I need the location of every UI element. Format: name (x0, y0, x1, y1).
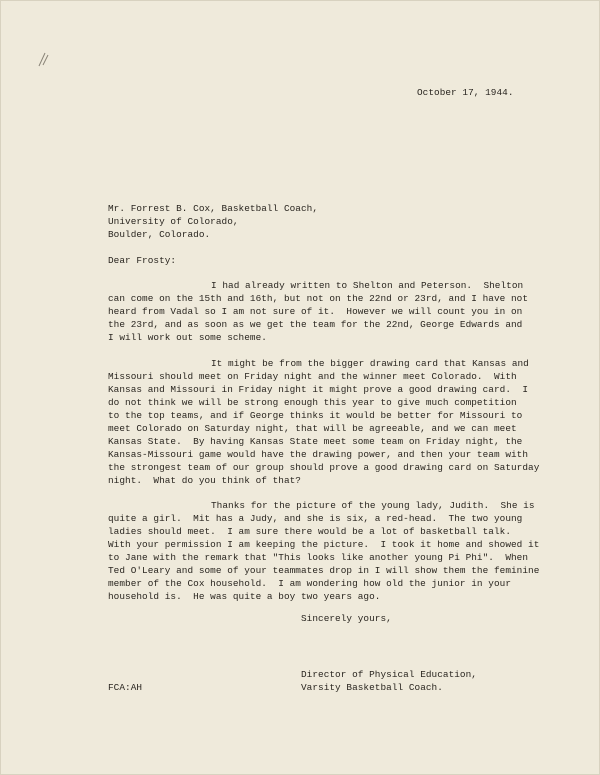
paragraph-line: member of the Cox household. I am wondering how old the junior in your (108, 578, 511, 589)
paragraph-line: to the top teams, and if George thinks it would be better for Missouri to (108, 410, 523, 421)
paragraph-line: I will work out some scheme. (108, 332, 267, 343)
paragraph-line: household is. He was quite a boy two years ago. (108, 591, 381, 602)
paragraph-line: Ted O'Leary and some of your teammates drop in I will show them the feminine (108, 565, 540, 576)
paragraph-line: the strongest team of our group should prove a good drawing card on Saturday (108, 462, 540, 473)
paragraph-line: Missouri should meet on Friday night and the winner meet Colorado. With (108, 371, 517, 382)
paragraph-line: night. What do you think of that? (108, 475, 301, 486)
paragraph-line: Kansas State. By having Kansas State meet some team on Friday night, the (108, 436, 523, 447)
recipient-line: Mr. Forrest B. Cox, Basketball Coach, (108, 203, 319, 214)
closing: Sincerely yours, (301, 613, 392, 624)
recipient-line: Boulder, Colorado. (108, 229, 211, 240)
paragraph-line: to Jane with the remark that "This looks like another young Pi Phi". When (108, 552, 529, 563)
paragraph-line: Thanks for the picture of the young lady, Judith. She is (211, 500, 535, 511)
pencil-mark-icon (37, 51, 51, 67)
paragraph-line: Kansas-Missouri game would have the drawing power, and then your team with (108, 449, 529, 460)
paragraph-line: the 23rd, and as soon as we get the team for the 22nd, George Edwards and (108, 319, 523, 330)
paragraph-line: quite a girl. Mit has a Judy, and she is six, a red-head. The two young (108, 513, 523, 524)
paragraph-line: ladies should meet. I am sure there would be a lot of basketball talk. (108, 526, 511, 537)
paragraph-line: With your permission I am keeping the picture. I took it home and showed it (108, 539, 540, 550)
signature-title-line: Varsity Basketball Coach. (301, 682, 443, 693)
recipient-line: University of Colorado, (108, 216, 239, 227)
letter-date: October 17, 1944. (417, 87, 514, 98)
paragraph-line: It might be from the bigger drawing card that Kansas and (211, 358, 529, 369)
paragraph-line: Kansas and Missouri in Friday night it might prove a good drawing card. I (108, 384, 529, 395)
paragraph-line: meet Colorado on Saturday night, that will be agreeable, and we can meet (108, 423, 517, 434)
paragraph-line: I had already written to Shelton and Peterson. Shelton (211, 280, 524, 291)
paragraph-line: heard from Vadal so I am not sure of it. However we will count you in on (108, 306, 523, 317)
typist-initials: FCA:AH (108, 682, 143, 693)
paragraph-line: do not think we will be strong enough this year to give much competition (108, 397, 517, 408)
salutation: Dear Frosty: (108, 255, 177, 266)
paragraph-line: can come on the 15th and 16th, but not on the 22nd or 23rd, and I have not (108, 293, 529, 304)
signature-title-line: Director of Physical Education, (301, 669, 477, 680)
